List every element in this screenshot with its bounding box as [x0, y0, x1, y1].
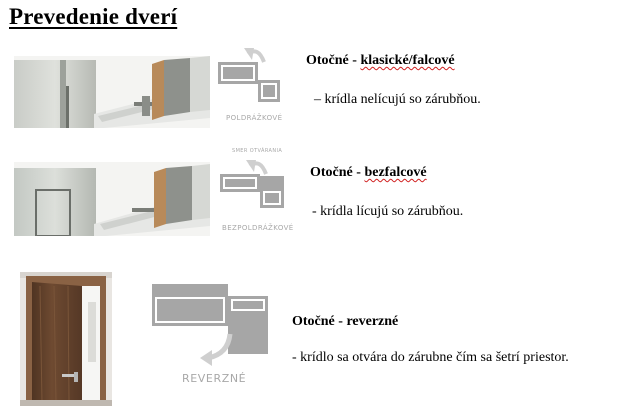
- diagram-caption-flush: BEZPOLDRÁŽKOVÉ: [222, 224, 294, 232]
- option-title-term: bezfalcové: [364, 165, 427, 180]
- option-description-classic: – krídla nelícujú so zárubňou.: [314, 92, 481, 107]
- diagram-caption-reverse: REVERZNÉ: [182, 372, 247, 385]
- door-frame-photo-flush: [14, 162, 210, 236]
- option-title-term: klasické/falcové: [360, 53, 455, 68]
- door-section-diagram-classic: [214, 40, 298, 130]
- option-description-flush: - krídla lícujú so zárubňou.: [312, 204, 464, 219]
- door-section-diagram-flush: [214, 146, 306, 238]
- option-title-prefix: Otočné -: [306, 53, 361, 68]
- door-photo-reverse: [20, 272, 112, 406]
- option-title-classic: [306, 53, 455, 69]
- option-title-reverse: [292, 314, 398, 330]
- diagram-note-flush: SMER OTVÁRANIA: [232, 148, 283, 154]
- door-frame-photo-classic: [14, 56, 210, 128]
- door-section-diagram-reverse: [146, 280, 270, 390]
- option-title-term: reverzné: [346, 314, 399, 329]
- page-title: Prevedenie dverí: [9, 4, 178, 29]
- option-title-flush: [310, 165, 427, 181]
- option-title-prefix: Otočné -: [292, 314, 347, 329]
- diagram-caption-classic: POLDRÁŽKOVÉ: [226, 114, 283, 122]
- option-description-reverse: - krídlo sa otvára do zárubne čím sa šetrí priestor.: [292, 350, 569, 365]
- option-title-prefix: Otočné -: [310, 165, 365, 180]
